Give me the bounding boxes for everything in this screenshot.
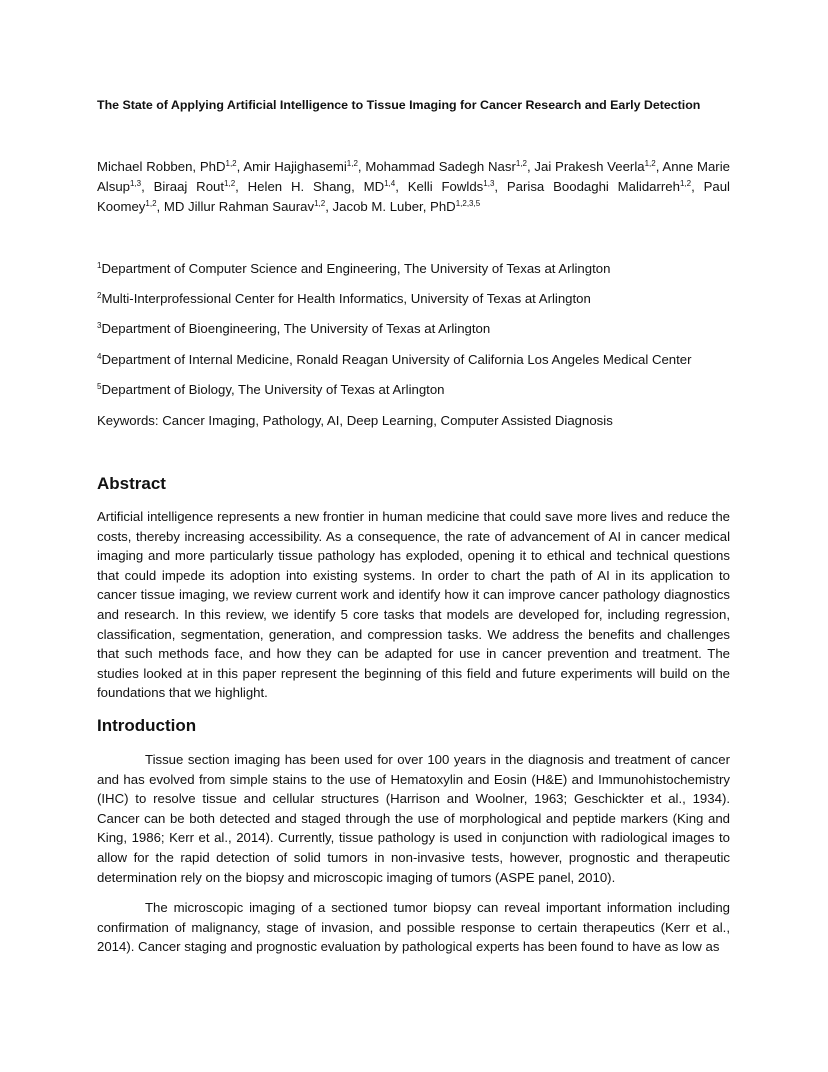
affiliation-2: $^2$Multi-Interprofessional Center for Health Informatics, University of Texas at Arlington — [97, 291, 591, 306]
author: Biraaj Rout$^{1,2}$ — [153, 179, 236, 194]
author: Mohammad Sadegh Nasr$^{1,2}$ — [365, 159, 527, 174]
author: Parisa Boodaghi Malidarreh$^{1,2}$ — [506, 179, 692, 194]
keywords: Keywords: Cancer Imaging, Pathology, AI, Deep Learning, Computer Assisted Diagnosis — [97, 413, 613, 428]
author: Michael Robben, PhD$^{1,2}$ — [97, 159, 237, 174]
intro-paragraph-2: The microscopic imaging of a sectioned tumor biopsy can reveal important information including confirmation of malignancy, stage of invasion, and possible response to certain therapeutics (Kerr et al., 2014). Cancer staging and prognostic evaluation by pathological experts has been found to have as low as — [97, 900, 730, 955]
author: Paul Koomey$^{1,2}$ — [97, 179, 730, 214]
author: Jacob M. Luber, PhD$^{1,2,3,5}$ — [332, 199, 481, 214]
author: Jai Prakesh Veerla$^{1,2}$ — [534, 159, 656, 174]
intro-paragraph-1: Tissue section imaging has been used for over 100 years in the diagnosis and treatment of cancer and has evolved from simple stains to the use of Hematoxylin and Eosin (H&E) and Immunohistochemistry (IHC) to resolve tissue and cellular structures (Harrison and Woolner, 1963; Geschickter et al., 1934). Cancer can be both detected and staged through the use of morphological and peptide markers (King and King, 1986; Kerr et al., 2014). Currently, tissue pathology is used in conjunction with radiological images to allow for the rapid detection of solid tumors in non-invasive tests, however, prognostic and therapeutic determination rely on the biopsy and microscopic imaging of tumors (ASPE panel, 2010). — [97, 752, 730, 885]
introduction-heading: Introduction — [97, 716, 197, 735]
author: Anne Marie Alsup$^{1,3}$ — [97, 159, 730, 194]
author: Amir Hajighasemi$^{1,2}$ — [243, 159, 358, 174]
affiliation-4: $^4$Department of Internal Medicine, Ronald Reagan University of California Los Angeles Medical Center — [97, 352, 692, 367]
affiliation-1: $^1$Department of Computer Science and Engineering, The University of Texas at Arlington — [97, 261, 611, 276]
paper-title: The State of Applying Artificial Intelligence to Tissue Imaging for Cancer Research and Early Detection — [97, 98, 701, 112]
abstract-text: Artificial intelligence represents a new frontier in human medicine that could save more lives and reduce the costs, thereby increasing accessibility. As a consequence, the rate of advancement of AI in cancer medical imaging and more particularly tissue pathology has exploded, opening it to ethical and technical questions that could impede its adoption into existing systems. In order to chart the path of AI in its application to cancer tissue imaging, we review current work and identify how it can improve cancer pathology diagnostics and research. In this review, we identify 5 core tasks that models are developed for, including regression, classification, segmentation, generation, and compression tasks. We address the benefits and challenges that such methods face, and how they can be adapted for use in cancer prevention and treatment. The studies looked at in this paper represent the beginning of this field and future experiments will build on the foundations that we highlight. — [97, 509, 730, 701]
author: Kelli Fowlds$^{1,3}$ — [407, 179, 495, 194]
affiliation-3: $^3$Department of Bioengineering, The University of Texas at Arlington — [97, 321, 491, 336]
author-list: Michael Robben, PhD$^{1,2}$, Amir Hajighasemi$^{1,2}$, Mohammad Sadegh Nasr$^{1,2}$, Jai Prakesh Veerla$^{1,2}$, Anne Marie Alsup$^{1,3}$, Biraaj Rout$^{1,2}$, Helen H. Shang, MD$^{1,4}$, Kelli Fowlds$^{1,3}$, Parisa Boodaghi Malidarreh$^{1,2}$, Paul Koomey$^{1,2}$, MD Jillur Rahman Saurav$^{1,2}$, Jacob M. Luber, PhD$^{1,2,3,5}$ — [97, 159, 730, 214]
abstract-heading: Abstract — [97, 474, 166, 493]
author: MD Jillur Rahman Saurav$^{1,2}$ — [163, 199, 326, 214]
affiliation-5: $^5$Department of Biology, The University of Texas at Arlington — [97, 382, 445, 397]
author: Helen H. Shang, MD$^{1,4}$ — [247, 179, 396, 194]
